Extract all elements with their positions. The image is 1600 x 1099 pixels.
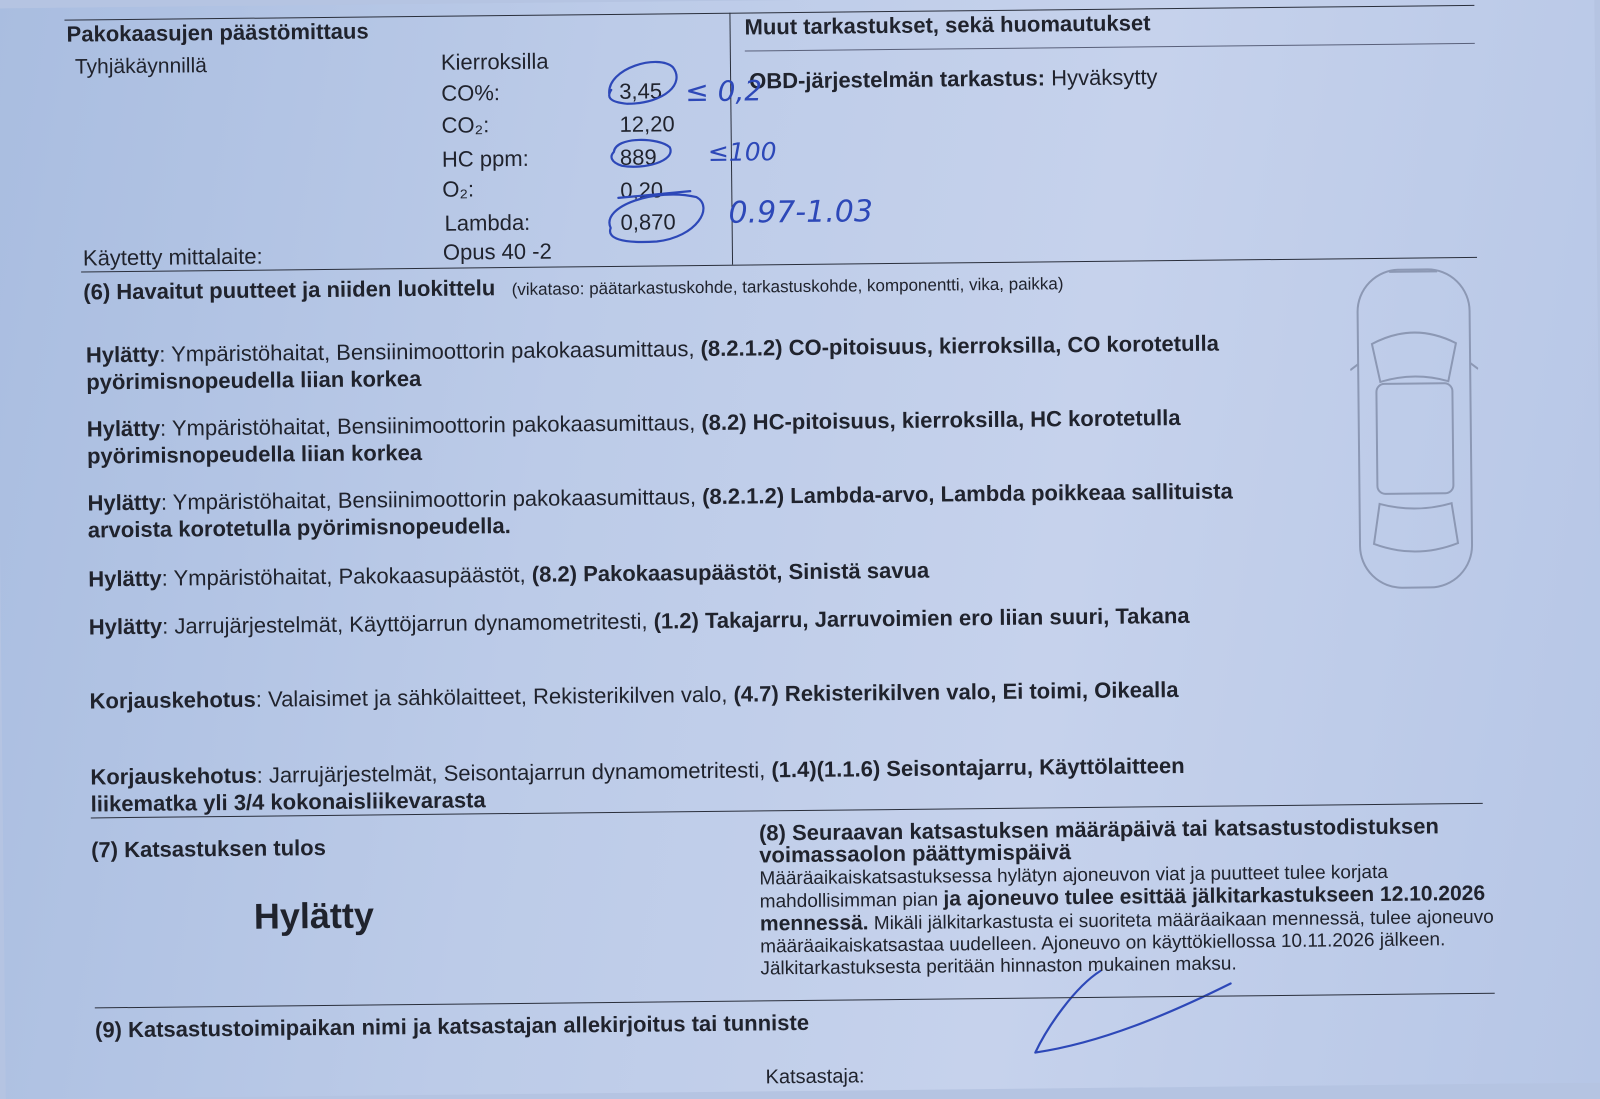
defect-detail: (8.2) Pakokaasupäästöt, Sinistä savua	[531, 557, 930, 587]
defect-detail: (8.2.1.2) CO-pitoisuus, kierroksilla, CO korotetulla pyörimisnopeudella liian korkea	[86, 330, 1220, 395]
signature-title: (9) Katsastustoimipaikan nimi ja katsastajan allekirjoitus tai tunniste	[94, 1009, 810, 1043]
co-value-circle	[609, 62, 677, 104]
vehicle-diagram	[1349, 263, 1480, 594]
co2-label: CO₂:	[441, 112, 490, 138]
defect-text: : Ympäristöhaitat, Pakokaasupäästöt,	[161, 561, 532, 591]
co-limit-note: ≤ 0,2	[685, 74, 763, 109]
car-roof	[1376, 383, 1453, 494]
defect-level: Hylätty	[88, 613, 163, 640]
defect-detail: (4.7) Rekisterikilven valo, Ei toimi, Oikealla	[733, 677, 1179, 707]
lambda-value: 0,870	[620, 209, 676, 235]
car-windshield	[1372, 332, 1457, 382]
lambda-label: Lambda:	[444, 209, 531, 236]
next-inspection-title: (8) Seuraavan katsastuksen määräpäivä tai katsastustodistuksen voimassaolon päättymispäivä	[758, 813, 1439, 868]
defect-detail: (8.2) HC-pitoisuus, kierroksilla, HC korotetulla pyörimisnopeudella liian korkea	[86, 405, 1181, 469]
idle-label: Tyhjäkäynnillä	[74, 54, 207, 79]
lambda-value-circle	[609, 194, 704, 242]
o2-value: 0,20	[620, 177, 664, 203]
result-value: Hylätty	[253, 894, 375, 937]
defect-level: Hylätty	[88, 565, 162, 592]
rpm-label: Kierroksilla	[440, 48, 549, 75]
result-title: (7) Katsastuksen tulos	[91, 834, 327, 863]
defect-level: Hylätty	[85, 341, 160, 368]
defect-level: Korjauskehotus	[90, 762, 257, 790]
next-inspection-p2: Mikäli jälkitarkastusta ei suoriteta määräaikaan mennessä, tulee ajoneuvo määräaikaiskatsastaa uudelleen. Ajoneuvo on käyttökiellossa 10.11.2026 jälkeen. Jälkitarkastuksesta peritään hinnaston mukainen maksu.	[760, 906, 1494, 980]
defect-level: Hylätty	[87, 489, 162, 516]
defect-level: Hylätty	[86, 415, 161, 442]
next-inspection-text	[759, 861, 1500, 981]
defect-text: : Ympäristöhaitat, Bensiinimoottorin pakokaasumittaus,	[160, 484, 703, 515]
next-inspection-block	[759, 815, 1501, 981]
next-inspection-deadline: ja ajoneuvo tulee esittää jälkitarkastukseen 12.10.2026 mennessä.	[759, 881, 1486, 936]
device-label: Käytetty mittalaite:	[82, 243, 263, 271]
co2-value: 12,20	[619, 111, 675, 137]
other-checks-title: Muut tarkastukset, sekä huomautukset	[744, 10, 1151, 40]
hc-value: 889	[619, 144, 657, 170]
defect-detail: (1.4)(1.1.6) Seisontajarru, Käyttölaitteen liikematka yli 3/4 kokonaisliikevarasta	[90, 752, 1185, 817]
co-value: 3,45	[619, 78, 663, 104]
o2-label: O₂:	[442, 176, 475, 202]
hc-value-circle	[611, 140, 670, 167]
next-inspection-p1: Määräaikaiskatsastuksessa hylätyn ajoneuvon viat ja puutteet tulee korjata mahdollisimman pian	[759, 861, 1388, 913]
defect-text: : Valaisimet ja sähkölaitteet, Rekisterikilven valo,	[255, 681, 734, 712]
device-value: Opus 40 -2	[442, 238, 552, 265]
car-mirror-right	[1470, 363, 1478, 369]
defect-text: : Ympäristöhaitat, Bensiinimoottorin pakokaasumittaus,	[159, 336, 701, 367]
co-label: CO%:	[441, 80, 501, 106]
defect-text: : Ympäristöhaitat, Bensiinimoottorin pakokaasumittaus,	[159, 410, 702, 441]
exhaust-title: Pakokaasujen päästömittaus	[66, 18, 369, 47]
hc-label: HC ppm:	[441, 145, 529, 172]
obd-value: Hyväksytty	[1051, 64, 1158, 91]
defect-text: : Jarrujärjestelmät, Käyttöjarrun dynamometritesti,	[162, 608, 654, 639]
defect-detail: (1.2) Takajarru, Jarruvoimien ero liian suuri, Takana	[653, 602, 1190, 634]
defect-level: Korjauskehotus	[89, 686, 256, 714]
lambda-range-note: 0.97-1.03	[728, 194, 874, 231]
car-rear-window	[1374, 503, 1458, 552]
defects-title: (6) Havaitut puutteet ja niiden luokittelu	[83, 275, 496, 305]
obd-label: OBD-järjestelmän tarkastus:	[749, 65, 1046, 94]
signature-stroke	[1034, 970, 1231, 1053]
car-front-bumper	[1389, 271, 1437, 272]
defect-text: : Jarrujärjestelmät, Seisontajarrun dynamometritesti,	[256, 757, 772, 788]
inspector-label: Katsastaja:	[765, 1065, 865, 1089]
hc-limit-note: ≤100	[707, 137, 777, 167]
defect-detail: (8.2.1.2) Lambda-arvo, Lambda poikkeaa sallituista arvoista korotetulla pyörimisnopeudella.	[87, 478, 1233, 543]
defects-subtitle: (vikataso: päätarkastuskohde, tarkastuskohde, komponentti, vika, paikka)	[511, 274, 1064, 300]
car-mirror-left	[1350, 364, 1358, 370]
